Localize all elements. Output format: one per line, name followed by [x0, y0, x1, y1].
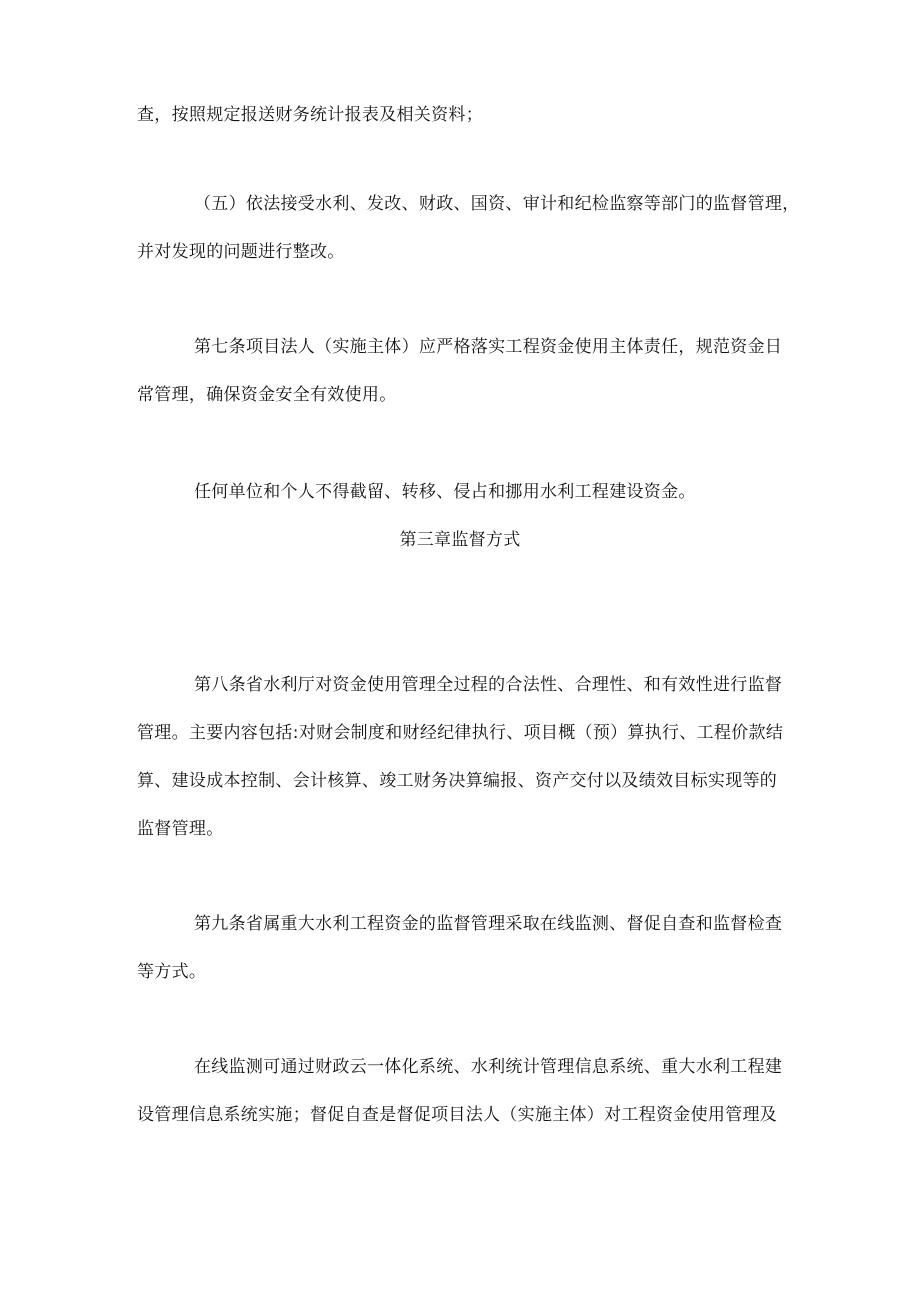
paragraph-line: 第七条项目法人（实施主体）应严格落实工程资金使用主体责任，规范资金日 — [194, 337, 783, 357]
paragraph-line: 在线监测可通过财政云一体化系统、水利统计管理信息系统、重大水利工程建 — [194, 1057, 783, 1077]
paragraph-line: 并对发现的问题进行整改。 — [137, 242, 345, 262]
paragraph-line: 第九条省属重大水利工程资金的监督管理采取在线监测、督促自查和监督检查 — [194, 914, 783, 934]
paragraph-line: 设管理信息系统实施；督促自查是督促项目法人（实施主体）对工程资金使用管理及 — [137, 1105, 778, 1125]
paragraph-line: 任何单位和个人不得截留、转移、侵占和挪用水利工程建设资金。 — [194, 482, 696, 502]
paragraph-line: （五）依法接受水利、发改、财政、国资、审计和纪检监察等部门的监督管理， — [194, 194, 800, 214]
paragraph-line: 算、建设成本控制、会计核算、竣工财务决算编报、资产交付以及绩效目标实现等的 — [137, 771, 778, 791]
paragraph-line: 等方式。 — [137, 962, 207, 982]
paragraph-line: 第八条省水利厅对资金使用管理全过程的合法性、合理性、和有效性进行监督 — [194, 675, 783, 695]
paragraph-line: 查，按照规定报送财务统计报表及相关资料； — [137, 105, 483, 125]
paragraph-line: 管理。主要内容包括:对财会制度和财经纪律执行、项目概（预）算执行、工程价款结 — [137, 723, 784, 743]
chapter-heading: 第三章监督方式 — [399, 530, 521, 550]
paragraph-line: 监督管理。 — [137, 819, 224, 839]
paragraph-line: 常管理，确保资金安全有效使用。 — [137, 385, 397, 405]
